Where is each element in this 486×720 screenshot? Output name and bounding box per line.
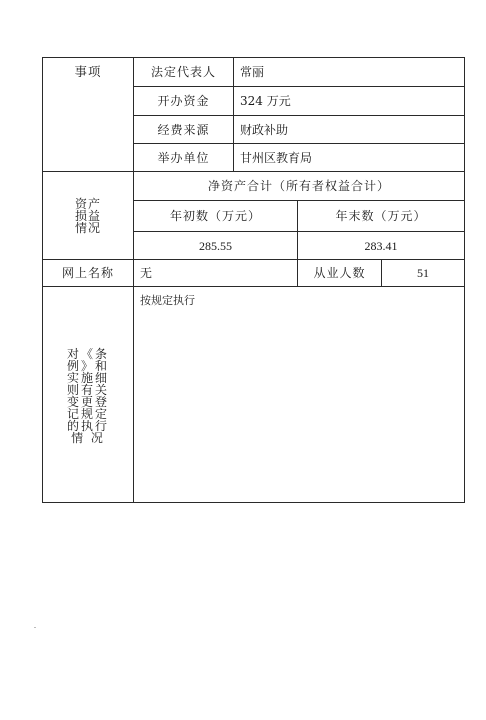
table-row [43, 287, 465, 503]
assets-label-line-1: 资产 [74, 196, 101, 211]
regulation-label-cell [43, 287, 134, 503]
matters-label-cell [43, 58, 134, 172]
funding-label: 经费来源 [134, 116, 234, 144]
assets-label-cell [43, 172, 134, 260]
end-of-year-value: 283.41 [298, 232, 465, 260]
net-assets-header: 净资产合计（所有者权益合计） [134, 172, 465, 201]
capital-value: 324 万元 [234, 87, 465, 116]
assets-label-line-2: 损益 [74, 208, 101, 223]
registration-info-table [42, 57, 465, 503]
regulation-label-line-6: 记规定 [66, 406, 109, 421]
regulation-label-line-3: 实施细 [66, 370, 109, 385]
regulation-label-line-7: 的执行 [66, 418, 109, 433]
regulation-value-cell [134, 287, 465, 503]
end-of-year-header: 年末数（万元） [298, 201, 465, 232]
scan-speck [34, 627, 36, 628]
regulation-label-line-1: 对《条 [66, 346, 109, 361]
funding-value: 财政补助 [234, 116, 465, 144]
web-name-value: 无 [134, 260, 298, 287]
table-row [43, 260, 465, 287]
capital-label: 开办资金 [134, 87, 234, 116]
legal-rep-label: 法定代表人 [134, 58, 234, 87]
table-row [43, 58, 465, 87]
regulation-label-line-8: 情 况 [71, 430, 105, 445]
table-row [43, 172, 465, 201]
sponsor-label: 举办单位 [134, 144, 234, 172]
matters-label: 事项 [74, 64, 102, 79]
sponsor-value: 甘州区教育局 [234, 144, 465, 172]
regulation-label-line-5: 变更登 [66, 394, 109, 409]
begin-of-year-value: 285.55 [134, 232, 298, 260]
legal-rep-value: 常丽 [234, 58, 465, 87]
begin-of-year-header: 年初数（万元） [134, 201, 298, 232]
web-name-label: 网上名称 [43, 260, 134, 287]
regulation-value: 按规定执行 [140, 294, 195, 307]
staff-count-label: 从业人数 [298, 260, 382, 287]
staff-count-value: 51 [382, 260, 465, 287]
regulation-label-line-4: 则有关 [66, 382, 109, 397]
assets-label-line-3: 情况 [74, 220, 101, 235]
regulation-label-line-2: 例》和 [66, 358, 109, 373]
